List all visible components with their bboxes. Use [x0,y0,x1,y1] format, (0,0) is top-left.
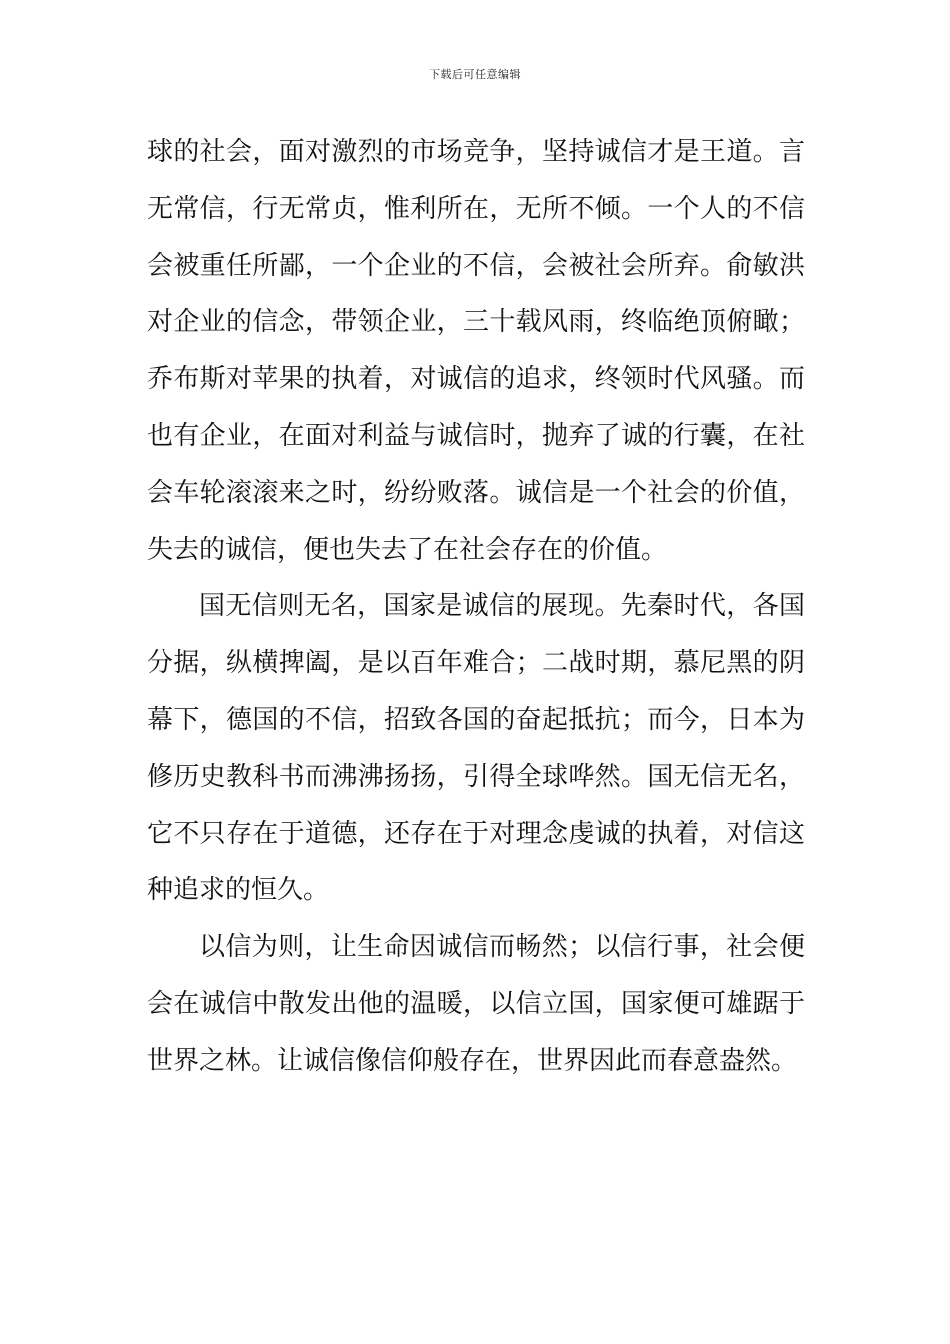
text-line: 也有企业，在面对利益与诚信时，抛弃了诚的行囊，在社 [147,420,805,451]
page-header: 下载后可任意编辑 [429,68,521,81]
text-line: 世界之林。让诚信像信仰般存在，世界因此而春意盎然。 [147,1045,798,1076]
text-line: 种追求的恒久。 [147,875,330,906]
document-body [147,124,805,1090]
text-line: 分据，纵横捭阖，是以百年难合；二战时期，慕尼黑的阴 [147,648,805,679]
text-line: 失去的诚信，便也失去了在社会存在的价值。 [147,534,668,565]
text-line: 修历史教科书而沸沸扬扬，引得全球哗然。国无信无名， [147,761,805,792]
text-line: 无常信，行无常贞，惟利所在，无所不倾。一个人的不信 [147,193,805,224]
text-line: 对企业的信念，带领企业，三十载风雨，终临绝顶俯瞰； [147,307,805,338]
text-line: 它不只存在于道德，还存在于对理念虔诚的执着，对信这 [147,818,805,849]
text-line: 球的社会，面对激烈的市场竞争，坚持诚信才是王道。言 [147,137,805,167]
paragraph [147,578,805,919]
text-line: 乔布斯对苹果的执着，对诚信的追求，终领时代风骚。而 [147,364,805,395]
text-line: 幕下，德国的不信，招致各国的奋起抵抗；而今，日本为 [147,704,805,735]
text-line: 国无信则无名，国家是诚信的展现。先秦时代，各国 [199,591,805,622]
text-line: 以信为则，让生命因诚信而畅然；以信行事，社会便 [199,932,805,963]
paragraph [147,919,805,1089]
text-line: 会车轮滚滚来之时，纷纷败落。诚信是一个社会的价值， [147,477,805,508]
text-line: 会被重任所鄙，一个企业的不信，会被社会所弃。俞敏洪 [147,250,805,281]
text-line: 会在诚信中散发出他的温暖，以信立国，国家便可雄踞于 [147,988,805,1019]
paragraph [147,124,805,578]
